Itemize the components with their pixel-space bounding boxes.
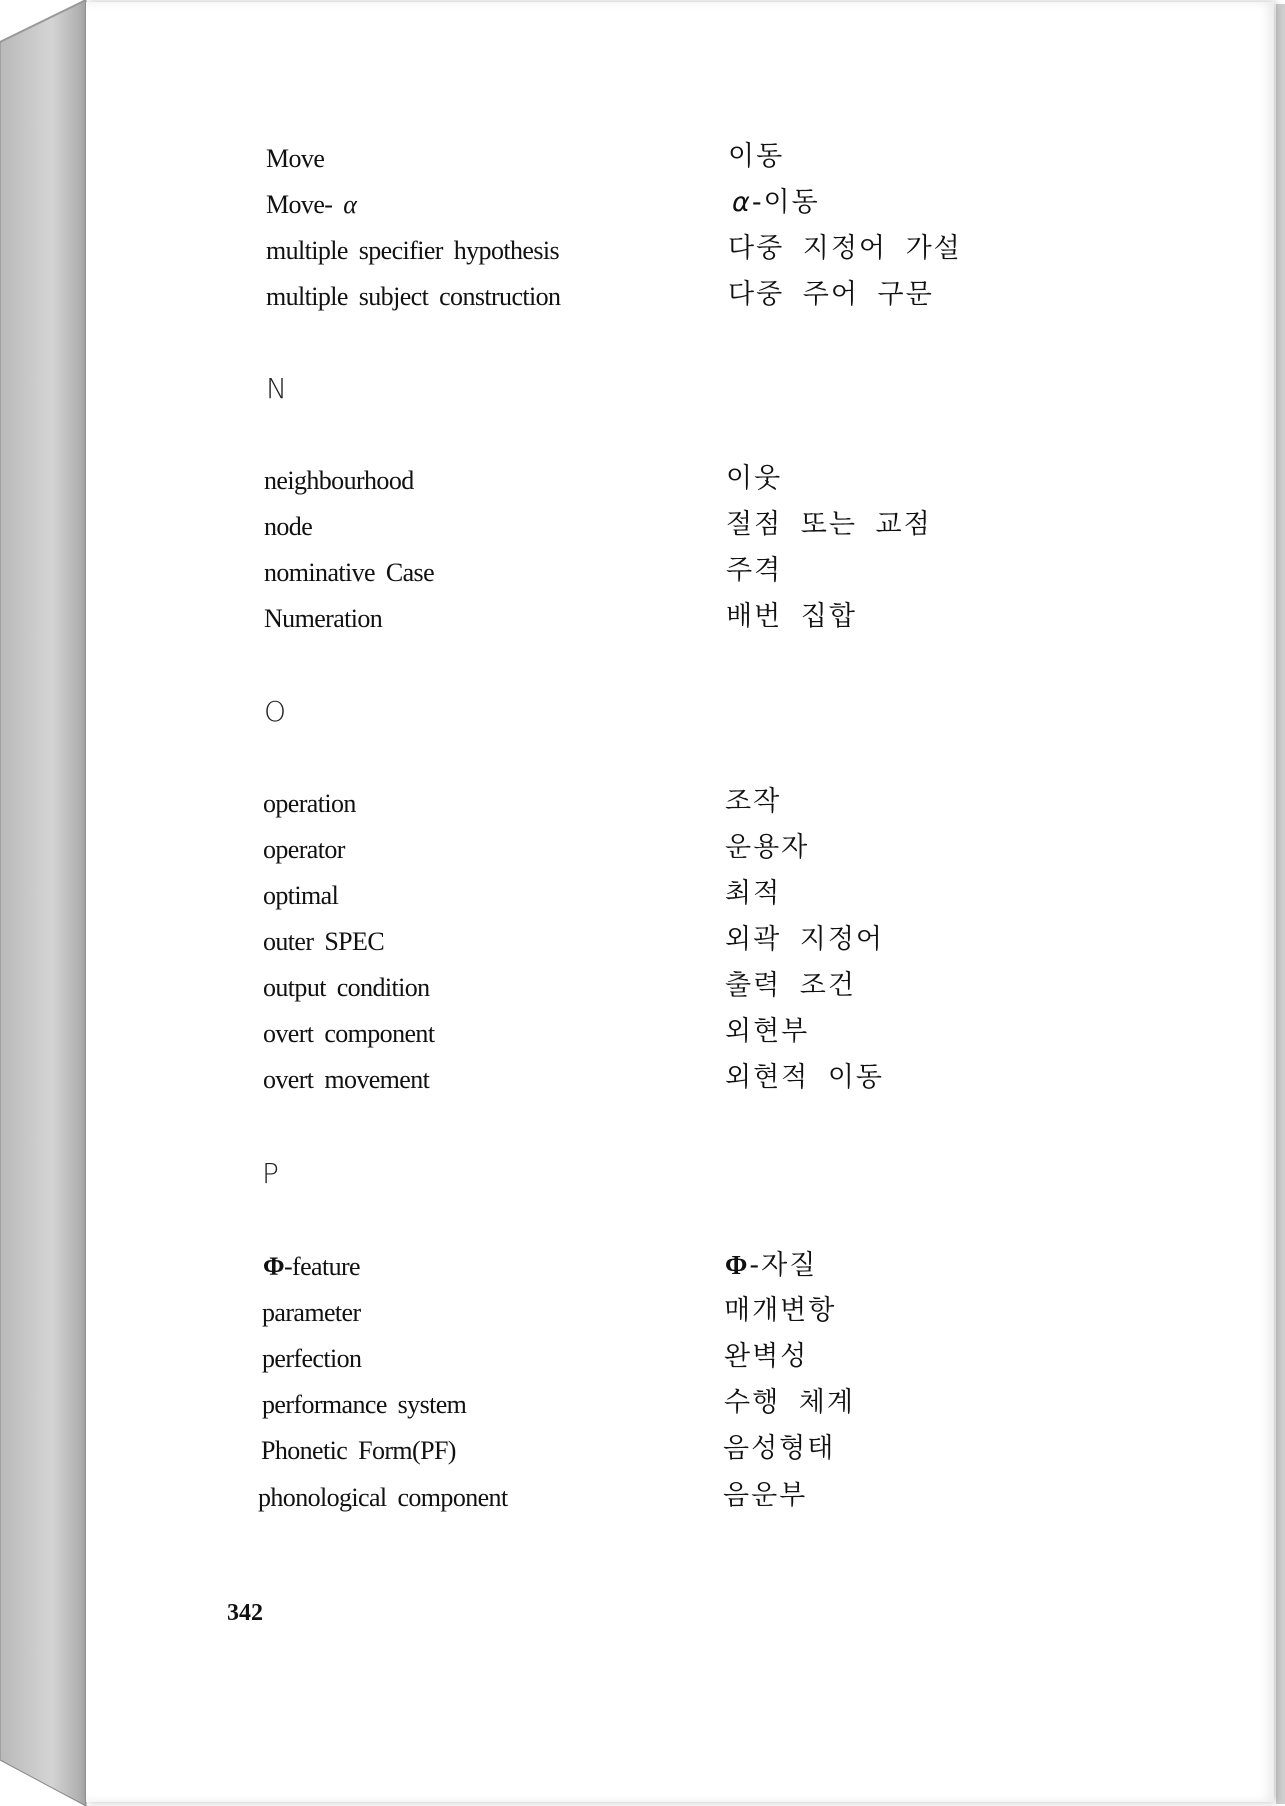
term-en: multiple specifier hypothesis — [266, 236, 559, 265]
section-heading-n: N — [266, 372, 287, 405]
term-en: phonological component — [258, 1483, 508, 1512]
term-ko: 음운부 — [723, 1480, 808, 1511]
term-ko — [725, 1250, 817, 1281]
page-number: 342 — [227, 1600, 263, 1626]
term-en: multiple subject construction — [266, 282, 561, 311]
alpha-symbol: α — [343, 190, 357, 219]
term-en-suffix: -feature — [283, 1252, 360, 1281]
phi-symbol: Φ — [725, 1250, 750, 1280]
term-en: nominative Case — [264, 558, 435, 587]
term-en: Numeration — [264, 604, 383, 633]
term-en — [266, 190, 356, 220]
section-heading-p: P — [262, 1157, 279, 1190]
term-en: Phonetic Form(PF) — [261, 1436, 456, 1465]
term-ko: 이웃 — [726, 463, 783, 494]
term-ko: 외현부 — [725, 1016, 810, 1047]
term-ko: 완벽성 — [724, 1341, 809, 1372]
section-heading-o: O — [264, 695, 287, 728]
term-ko: 최적 — [725, 878, 782, 909]
term-en: operator — [263, 835, 345, 864]
term-en: overt movement — [263, 1065, 430, 1094]
term-ko: 절점 또는 교점 — [726, 509, 932, 540]
term-en: perfection — [262, 1344, 362, 1373]
term-ko — [732, 188, 820, 218]
term-ko: 출력 조건 — [725, 970, 856, 1001]
term-ko: 운용자 — [725, 832, 810, 863]
term-en: operation — [263, 789, 356, 818]
term-ko: 배번 집합 — [726, 601, 857, 632]
term-en: optimal — [263, 881, 339, 910]
term-en: Move — [266, 144, 325, 173]
term-ko: 주격 — [726, 555, 783, 586]
term-ko-suffix: -자질 — [749, 1250, 818, 1281]
term-ko: 다중 주어 구문 — [728, 279, 934, 310]
term-en-prefix: Move- — [266, 190, 344, 219]
term-en: neighbourhood — [264, 466, 414, 495]
term-en: outer SPEC — [263, 927, 385, 956]
phi-symbol: Φ — [263, 1252, 284, 1281]
term-ko: 이동 — [728, 141, 785, 172]
term-ko: 음성형태 — [723, 1433, 836, 1464]
term-ko: 조작 — [725, 786, 782, 817]
dictionary-page — [86, 2, 1274, 1802]
term-ko: 외현적 이동 — [725, 1062, 884, 1093]
term-en: output condition — [263, 973, 430, 1002]
alpha-symbol: α — [732, 187, 752, 218]
term-ko: 수행 체계 — [724, 1387, 855, 1418]
term-ko: 다중 지정어 가설 — [728, 233, 962, 264]
term-en — [263, 1252, 360, 1282]
term-en: overt component — [263, 1019, 435, 1048]
term-en: node — [264, 512, 313, 541]
term-ko-suffix: -이동 — [751, 187, 820, 218]
term-ko: 매개변항 — [724, 1295, 837, 1326]
term-en: parameter — [262, 1298, 361, 1327]
term-en: performance system — [262, 1390, 467, 1419]
term-ko: 외곽 지정어 — [725, 924, 884, 955]
